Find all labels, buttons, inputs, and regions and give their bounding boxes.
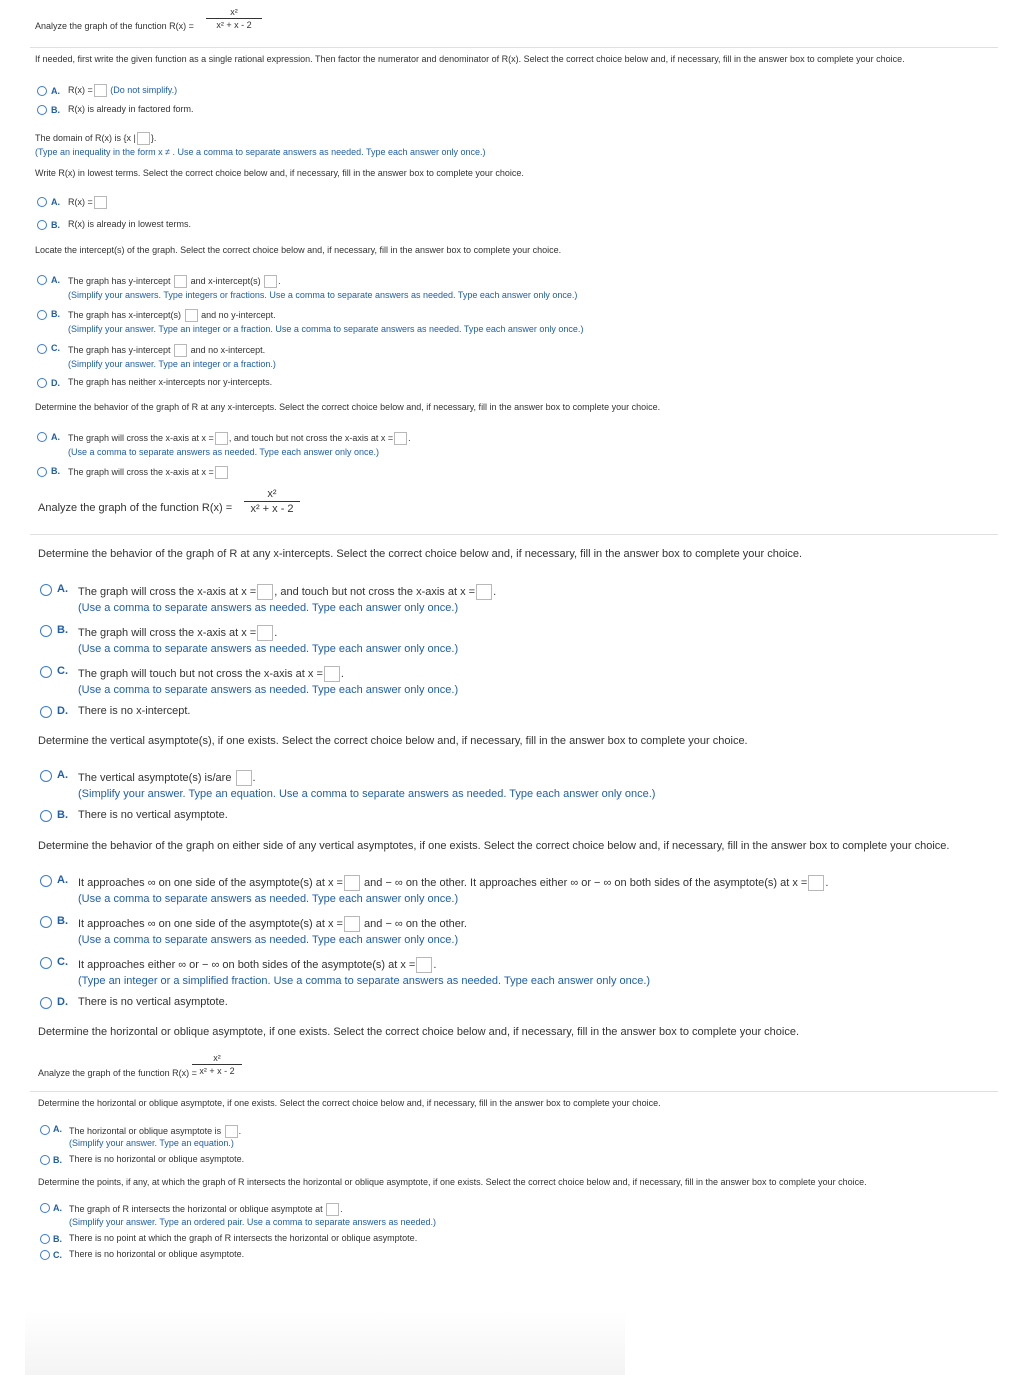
choice-a-label: A. bbox=[51, 197, 60, 207]
choice-a-text: The graph of R intersects the horizontal or oblique asymptote at bbox=[69, 1203, 323, 1214]
choice-b-label: B. bbox=[53, 1155, 62, 1165]
choice-b-hint: (Simplify your answer. Type an integer or a fraction. Use a comma to separate answers as needed. Type each answer only once.) bbox=[68, 324, 584, 334]
choice-b-text: There is no horizontal or oblique asymptote. bbox=[69, 1154, 245, 1164]
choice-c bbox=[78, 666, 344, 682]
choice-b-text-2: and − ∞ on the other. bbox=[364, 917, 467, 930]
answer-box[interactable] bbox=[324, 666, 340, 682]
choice-c bbox=[78, 957, 436, 973]
choice-a bbox=[68, 196, 108, 209]
answer-box[interactable] bbox=[476, 584, 492, 600]
radio-choice-b[interactable] bbox=[40, 810, 52, 822]
answer-box[interactable] bbox=[185, 309, 198, 322]
choice-b-label: B. bbox=[57, 624, 68, 636]
choice-b-text: The graph has x-intercept(s) bbox=[68, 309, 182, 320]
answer-box[interactable] bbox=[257, 625, 273, 641]
radio-choice-b[interactable] bbox=[40, 916, 52, 928]
answer-box[interactable] bbox=[94, 84, 107, 97]
behavior-text: Determine the behavior of the graph of R at any x-intercepts. Select the correct choice below and, if necessary, fill in the answer box to complete your choice. bbox=[38, 548, 803, 560]
choice-b-text: R(x) is already in lowest terms. bbox=[68, 219, 192, 229]
answer-box[interactable] bbox=[174, 275, 187, 288]
choice-a-text-2: and − ∞ on the other. It approaches either ∞ or − ∞ on both sides of the asymptote(s) at x = bbox=[364, 876, 808, 889]
choice-a bbox=[69, 1203, 343, 1216]
choice-b-text: It approaches ∞ on one side of the asymptote(s) at x = bbox=[78, 917, 343, 930]
choice-d-text: There is no vertical asymptote. bbox=[78, 996, 228, 1008]
period: . bbox=[238, 1125, 242, 1136]
choice-a-text: The horizontal or oblique asymptote is bbox=[69, 1125, 222, 1136]
domain-hint: (Type an inequality in the form x ≠ . Use a comma to separate answers as needed. Type each answer only once.) bbox=[35, 147, 486, 157]
radio-choice-b[interactable] bbox=[37, 467, 47, 477]
choice-d-label: D. bbox=[57, 996, 68, 1008]
choice-c-text: It approaches either ∞ or − ∞ on both sides of the asymptote(s) at x = bbox=[78, 958, 416, 971]
choice-d-text: The graph has neither x-intercepts nor y-intercepts. bbox=[68, 377, 273, 387]
choice-a-hint: (Use a comma to separate answers as needed. Type each answer only once.) bbox=[78, 893, 459, 905]
radio-choice-c[interactable] bbox=[40, 666, 52, 678]
divider bbox=[30, 534, 998, 535]
lowest-terms-text: Write R(x) in lowest terms. Select the correct choice below and, if necessary, fill in the answer box to complete your choice. bbox=[35, 168, 524, 178]
choice-b-label: B. bbox=[51, 309, 60, 319]
choice-a bbox=[69, 1125, 241, 1138]
fraction-bar bbox=[192, 1064, 242, 1065]
choice-a-label: A. bbox=[57, 874, 68, 886]
choice-b-text: There is no vertical asymptote. bbox=[78, 809, 228, 821]
radio-choice-d[interactable] bbox=[40, 997, 52, 1009]
answer-box[interactable] bbox=[264, 275, 277, 288]
answer-box[interactable] bbox=[257, 584, 273, 600]
fraction-bar bbox=[206, 18, 262, 19]
period: . bbox=[274, 626, 278, 639]
radio-choice-b[interactable] bbox=[37, 105, 47, 115]
fraction-denominator: x² + x - 2 bbox=[250, 503, 294, 515]
choice-b bbox=[68, 309, 276, 322]
choice-a-text-2: , and touch but not cross the x-axis at x = bbox=[228, 432, 394, 443]
choice-b bbox=[78, 916, 467, 932]
horizontal-asymptote-text: Determine the horizontal or oblique asymptote, if one exists. Select the correct choice below and, if necessary, fill in the answer box to complete your choice. bbox=[38, 1098, 661, 1108]
choice-a-text-2: and x-intercept(s) bbox=[190, 275, 261, 286]
fraction-numerator: x² bbox=[213, 1053, 221, 1063]
choice-b-text: There is no point at which the graph of R intersects the horizontal or oblique asymptote. bbox=[69, 1233, 418, 1243]
fraction-denominator: x² + x - 2 bbox=[216, 20, 252, 30]
radio-choice-a[interactable] bbox=[37, 432, 47, 442]
choice-c-label: C. bbox=[57, 665, 68, 677]
choice-a-label: A. bbox=[51, 432, 60, 442]
radio-choice-a[interactable] bbox=[40, 584, 52, 596]
answer-box[interactable] bbox=[808, 875, 824, 891]
choice-a-hint: (Simplify your answer. Type an equation.) bbox=[69, 1138, 234, 1148]
choice-a-text: The vertical asymptote(s) is/are bbox=[78, 771, 232, 784]
domain-close: }. bbox=[150, 132, 157, 143]
radio-choice-c[interactable] bbox=[40, 957, 52, 969]
analyze-text: Analyze the graph of the function R(x) = bbox=[35, 21, 194, 31]
radio-choice-a[interactable] bbox=[37, 86, 47, 96]
function-fraction bbox=[192, 1053, 242, 1076]
choice-b-label: B. bbox=[57, 915, 68, 927]
choice-b-label: B. bbox=[51, 466, 60, 476]
answer-box[interactable] bbox=[215, 432, 228, 445]
domain-question bbox=[35, 132, 156, 145]
fraction-numerator: x² bbox=[267, 488, 277, 500]
radio-choice-a[interactable] bbox=[37, 197, 47, 207]
answer-box[interactable] bbox=[344, 875, 360, 891]
choice-d-label: D. bbox=[57, 705, 68, 717]
answer-box[interactable] bbox=[137, 132, 150, 145]
answer-box[interactable] bbox=[225, 1125, 238, 1138]
choice-c-text: The graph will touch but not cross the x-axis at x = bbox=[78, 667, 323, 680]
choice-a-text: R(x) = bbox=[68, 84, 93, 95]
domain-text: The domain of R(x) is {x | bbox=[35, 132, 136, 143]
choice-b-text: The graph will cross the x-axis at x = bbox=[78, 626, 257, 639]
choice-b bbox=[68, 466, 229, 479]
choice-a-label: A. bbox=[53, 1203, 62, 1213]
choice-a bbox=[68, 84, 177, 97]
choice-b-label: B. bbox=[57, 809, 68, 821]
choice-c-label: C. bbox=[51, 343, 60, 353]
answer-box[interactable] bbox=[326, 1203, 339, 1216]
period: . bbox=[825, 876, 829, 889]
choice-c-hint: (Simplify your answer. Type an integer or a fraction.) bbox=[68, 359, 276, 369]
choice-a bbox=[78, 770, 256, 786]
behavior-text: Determine the behavior of the graph of R at any x-intercepts. Select the correct choice below and, if necessary, fill in the answer box to complete your choice. bbox=[35, 402, 661, 412]
choice-a bbox=[68, 432, 411, 445]
answer-box[interactable] bbox=[94, 196, 107, 209]
choice-c-label: C. bbox=[53, 1250, 62, 1260]
choice-a-hint: (Use a comma to separate answers as needed. Type each answer only once.) bbox=[68, 447, 380, 457]
choice-a-text: R(x) = bbox=[68, 196, 93, 207]
choice-a-label: A. bbox=[51, 275, 60, 285]
radio-choice-b[interactable] bbox=[40, 1155, 50, 1165]
intercepts-text: Locate the intercept(s) of the graph. Select the correct choice below and, if necessary, fill in the answer box to complete your choice. bbox=[35, 245, 562, 255]
choice-a-text: The graph has y-intercept bbox=[68, 275, 171, 286]
choice-b-label: B. bbox=[53, 1234, 62, 1244]
radio-choice-d[interactable] bbox=[37, 378, 47, 388]
choice-c bbox=[68, 344, 265, 357]
choice-a-hint: (Simplify your answer. Type an equation. Use a comma to separate answers as needed. Type each answer only once.) bbox=[78, 788, 656, 800]
choice-a-label: A. bbox=[51, 86, 60, 96]
choice-b bbox=[78, 625, 277, 641]
divider bbox=[30, 1091, 998, 1092]
radio-choice-b[interactable] bbox=[37, 310, 47, 320]
period: . bbox=[493, 585, 497, 598]
period: . bbox=[433, 958, 437, 971]
choice-a-text: The graph will cross the x-axis at x = bbox=[78, 585, 257, 598]
fraction-denominator: x² + x - 2 bbox=[199, 1066, 235, 1076]
answer-box[interactable] bbox=[344, 916, 360, 932]
analyze-text: Analyze the graph of the function R(x) = bbox=[38, 1068, 197, 1078]
period: . bbox=[278, 275, 281, 286]
function-fraction bbox=[206, 7, 262, 30]
choice-a-label: A. bbox=[53, 1124, 62, 1134]
radio-choice-a[interactable] bbox=[40, 875, 52, 887]
radio-choice-d[interactable] bbox=[40, 706, 52, 718]
choice-c-hint: (Use a comma to separate answers as needed. Type each answer only once.) bbox=[78, 684, 459, 696]
choice-c-text-2: and no x-intercept. bbox=[190, 344, 266, 355]
either-side-text: Determine the behavior of the graph on either side of any vertical asymptotes, if one exists. Select the correct choice below and, if necessary, fill in the answer box to complete your choice. bbox=[38, 840, 950, 852]
radio-choice-a[interactable] bbox=[40, 770, 52, 782]
radio-choice-c[interactable] bbox=[40, 1250, 50, 1260]
choice-b-text: The graph will cross the x-axis at x = bbox=[68, 466, 214, 477]
choice-c-text: There is no horizontal or oblique asymptote. bbox=[69, 1249, 245, 1259]
radio-choice-b[interactable] bbox=[37, 220, 47, 230]
radio-choice-c[interactable] bbox=[37, 344, 47, 354]
choice-c-text: The graph has y-intercept bbox=[68, 344, 171, 355]
radio-choice-a[interactable] bbox=[40, 1125, 50, 1135]
choice-a-label: A. bbox=[57, 583, 68, 595]
choice-b-hint: (Use a comma to separate answers as needed. Type each answer only once.) bbox=[78, 934, 459, 946]
choice-a-hint: (Use a comma to separate answers as needed. Type each answer only once.) bbox=[78, 602, 459, 614]
choice-a-text-2: , and touch but not cross the x-axis at x = bbox=[274, 585, 476, 598]
choice-a-hint: (Do not simplify.) bbox=[110, 84, 178, 95]
choice-b-hint: (Use a comma to separate answers as needed. Type each answer only once.) bbox=[78, 643, 459, 655]
choice-a bbox=[78, 584, 496, 600]
answer-box[interactable] bbox=[394, 432, 407, 445]
fraction-bar bbox=[244, 501, 300, 502]
vertical-asymptote-text: Determine the vertical asymptote(s), if one exists. Select the correct choice below and, if necessary, fill in the answer box to complete your choice. bbox=[38, 735, 748, 747]
choice-b-text: R(x) is already in factored form. bbox=[68, 104, 194, 114]
choice-a-text: The graph will cross the x-axis at x = bbox=[68, 432, 214, 443]
function-fraction bbox=[244, 488, 300, 515]
radio-choice-a[interactable] bbox=[37, 275, 47, 285]
choice-a-hint: (Simplify your answer. Type an ordered pair. Use a comma to separate answers as needed.) bbox=[69, 1217, 437, 1227]
answer-box[interactable] bbox=[416, 957, 432, 973]
choice-a-label: A. bbox=[57, 769, 68, 781]
choice-a bbox=[78, 875, 828, 891]
period: . bbox=[340, 667, 344, 680]
choice-c-label: C. bbox=[57, 956, 68, 968]
choice-a-text: It approaches ∞ on one side of the asymptote(s) at x = bbox=[78, 876, 343, 889]
page-bottom-shade bbox=[25, 1310, 625, 1375]
radio-choice-b[interactable] bbox=[40, 1234, 50, 1244]
choice-a bbox=[68, 275, 281, 288]
answer-box[interactable] bbox=[215, 466, 228, 479]
choice-d-label: D. bbox=[51, 378, 60, 388]
analyze-text: Analyze the graph of the function R(x) = bbox=[38, 502, 233, 514]
radio-choice-a[interactable] bbox=[40, 1203, 50, 1213]
choice-b-text-2: and no y-intercept. bbox=[201, 309, 276, 320]
fraction-numerator: x² bbox=[230, 7, 238, 17]
radio-choice-b[interactable] bbox=[40, 625, 52, 637]
horizontal-asymptote-text: Determine the horizontal or oblique asymptote, if one exists. Select the correct choice below and, if necessary, fill in the answer box to complete your choice. bbox=[38, 1026, 800, 1038]
period: . bbox=[408, 432, 411, 443]
points-text: Determine the points, if any, at which the graph of R intersects the horizontal or oblique asymptote, if one exists. Select the correct choice below and, if necessary, fill in the answer box to complete your choice. bbox=[38, 1177, 867, 1187]
choice-b-label: B. bbox=[51, 220, 60, 230]
instruction-text: If needed, first write the given function as a single rational expression. Then factor the numerator and denominator of R(x). Select the correct choice below and, if necessary, fill in the answer box to complete your choice. bbox=[35, 54, 905, 64]
answer-box[interactable] bbox=[174, 344, 187, 357]
divider bbox=[30, 47, 998, 48]
choice-b-label: B. bbox=[51, 105, 60, 115]
period: . bbox=[252, 771, 256, 784]
choice-a-hint: (Simplify your answers. Type integers or fractions. Use a comma to separate answers as needed. Type each answer only once.) bbox=[68, 290, 578, 300]
answer-box[interactable] bbox=[236, 770, 252, 786]
choice-c-hint: (Type an integer or a simplified fraction. Use a comma to separate answers as needed. Type each answer only once.) bbox=[78, 975, 651, 987]
choice-d-text: There is no x-intercept. bbox=[78, 705, 191, 717]
period: . bbox=[340, 1203, 343, 1214]
